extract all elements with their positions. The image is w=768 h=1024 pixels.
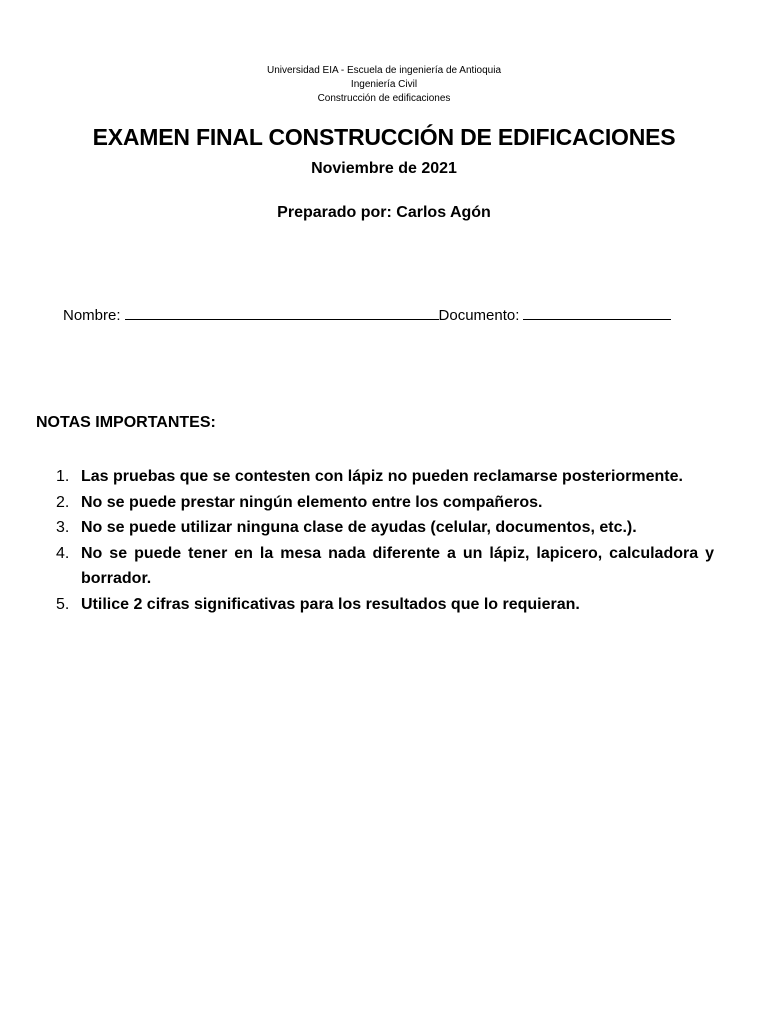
name-label: Nombre: [63, 307, 121, 324]
header-program: Ingeniería Civil [350, 79, 418, 90]
student-info-row [63, 305, 703, 324]
document-header [0, 64, 768, 106]
list-item-number: 3. [56, 519, 70, 536]
header-course: Construcción de edificaciones [317, 93, 451, 104]
prepared-by: Preparado por: Carlos Agón [277, 204, 491, 221]
list-item-text: No se puede utilizar ninguna clase de ayudas (celular, documentos, etc.). [81, 519, 637, 536]
notes-heading: NOTAS IMPORTANTES: [36, 414, 216, 431]
exam-date: Noviembre de 2021 [311, 160, 457, 177]
list-item [0, 541, 714, 592]
name-blank-line[interactable] [125, 305, 439, 320]
list-item [0, 515, 714, 541]
list-item-text: No se puede tener en la mesa nada diferente a un lápiz, lapicero, calculadora y borrador. [81, 544, 714, 587]
list-item-number: 4. [56, 544, 70, 562]
list-item-text: Las pruebas que se contesten con lápiz no pueden reclamarse posteriormente. [81, 468, 683, 485]
list-item [0, 592, 714, 618]
list-item-number: 1. [56, 468, 70, 485]
header-university: Universidad EIA - Escuela de ingeniería de Antioquia [266, 65, 502, 76]
notes-list [0, 464, 768, 617]
document-label: Documento: [438, 307, 520, 324]
list-item [0, 464, 714, 490]
list-item-number: 5. [56, 595, 70, 613]
list-item [0, 490, 714, 516]
list-item-text: Utilice 2 cifras significativas para los resultados que lo requieran. [81, 595, 580, 613]
list-item-text: No se puede prestar ningún elemento entre los compañeros. [81, 493, 543, 511]
document-blank-line[interactable] [523, 305, 671, 320]
exam-title: EXAMEN FINAL CONSTRUCCIÓN DE EDIFICACIONES [92, 124, 676, 150]
list-item-number: 2. [56, 493, 70, 511]
